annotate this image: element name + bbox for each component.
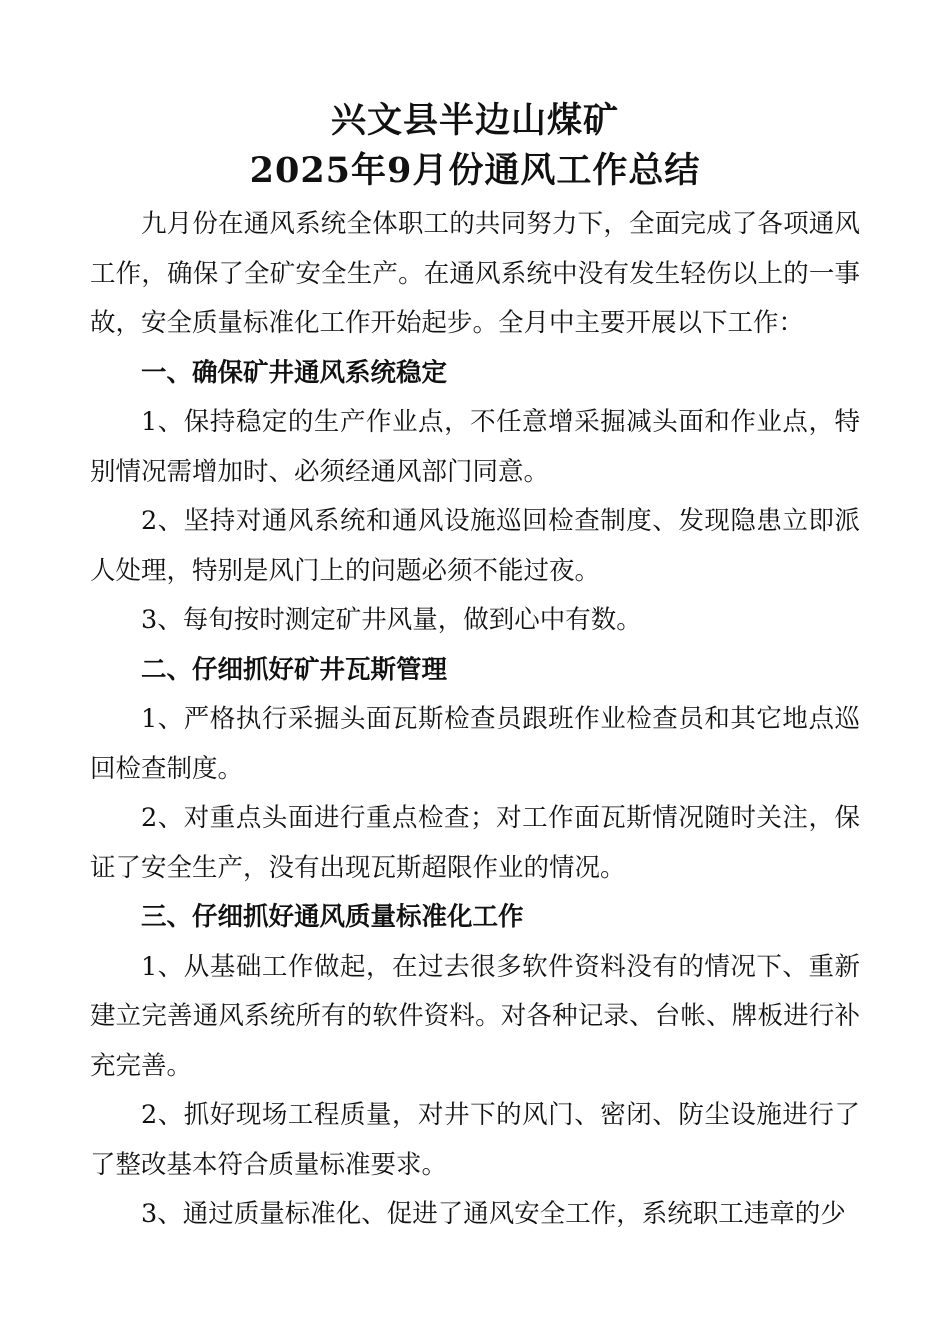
section-2-item-2: 2、对重点头面进行重点检查；对工作面瓦斯情况随时关注，保证了安全生产，没有出现瓦斯超限作业的情况。 — [90, 803, 860, 883]
section-1-item-2: 2、坚持对通风系统和通风设施巡回检查制度、发现隐患立即派人处理，特别是风门上的问题必须不能过夜。 — [90, 506, 860, 586]
section-1-item-3: 3、每旬按时测定矿井风量，做到心中有数。 — [141, 605, 642, 635]
section-3-item-1: 1、从基础工作做起，在过去很多软件资料没有的情况下、重新建立完善通风系统所有的软件资料。对各种记录、台帐、牌板进行补充完善。 — [90, 951, 860, 1081]
section-heading-3: 三、仔细抓好通风质量标准化工作 — [141, 902, 524, 932]
document-body — [90, 200, 860, 1240]
section-3-item-3: 3、通过质量标准化、促进了通风安全工作，系统职工违章的少 — [141, 1199, 846, 1229]
section-heading-2: 二、仔细抓好矿井瓦斯管理 — [141, 654, 448, 685]
section-heading-1: 一、确保矿井通风系统稳定 — [141, 357, 448, 388]
intro-paragraph: 九月份在通风系统全体职工的共同努力下，全面完成了各项通风工作，确保了全矿安全生产。在通风系统中没有发生轻伤以上的一事故，安全质量标准化工作开始起步。全月中主要开展以下工作： — [90, 209, 860, 338]
section-2-item-1: 1、严格执行采掘头面瓦斯检查员跟班作业检查员和其它地点巡回检查制度。 — [90, 704, 860, 784]
section-1-item-1: 1、保持稳定的生产作业点，不任意增采掘减头面和作业点，特别情况需增加时、必须经通风部门同意。 — [90, 407, 860, 487]
section-3-item-2: 2、抓好现场工程质量，对井下的风门、密闭、防尘设施进行了了整改基本符合质量标准要求。 — [90, 1100, 860, 1180]
document-title-line-1: 兴文县半边山煤矿 — [330, 100, 619, 141]
document-title-line-2: 2025年9月份通风工作总结 — [249, 150, 701, 191]
